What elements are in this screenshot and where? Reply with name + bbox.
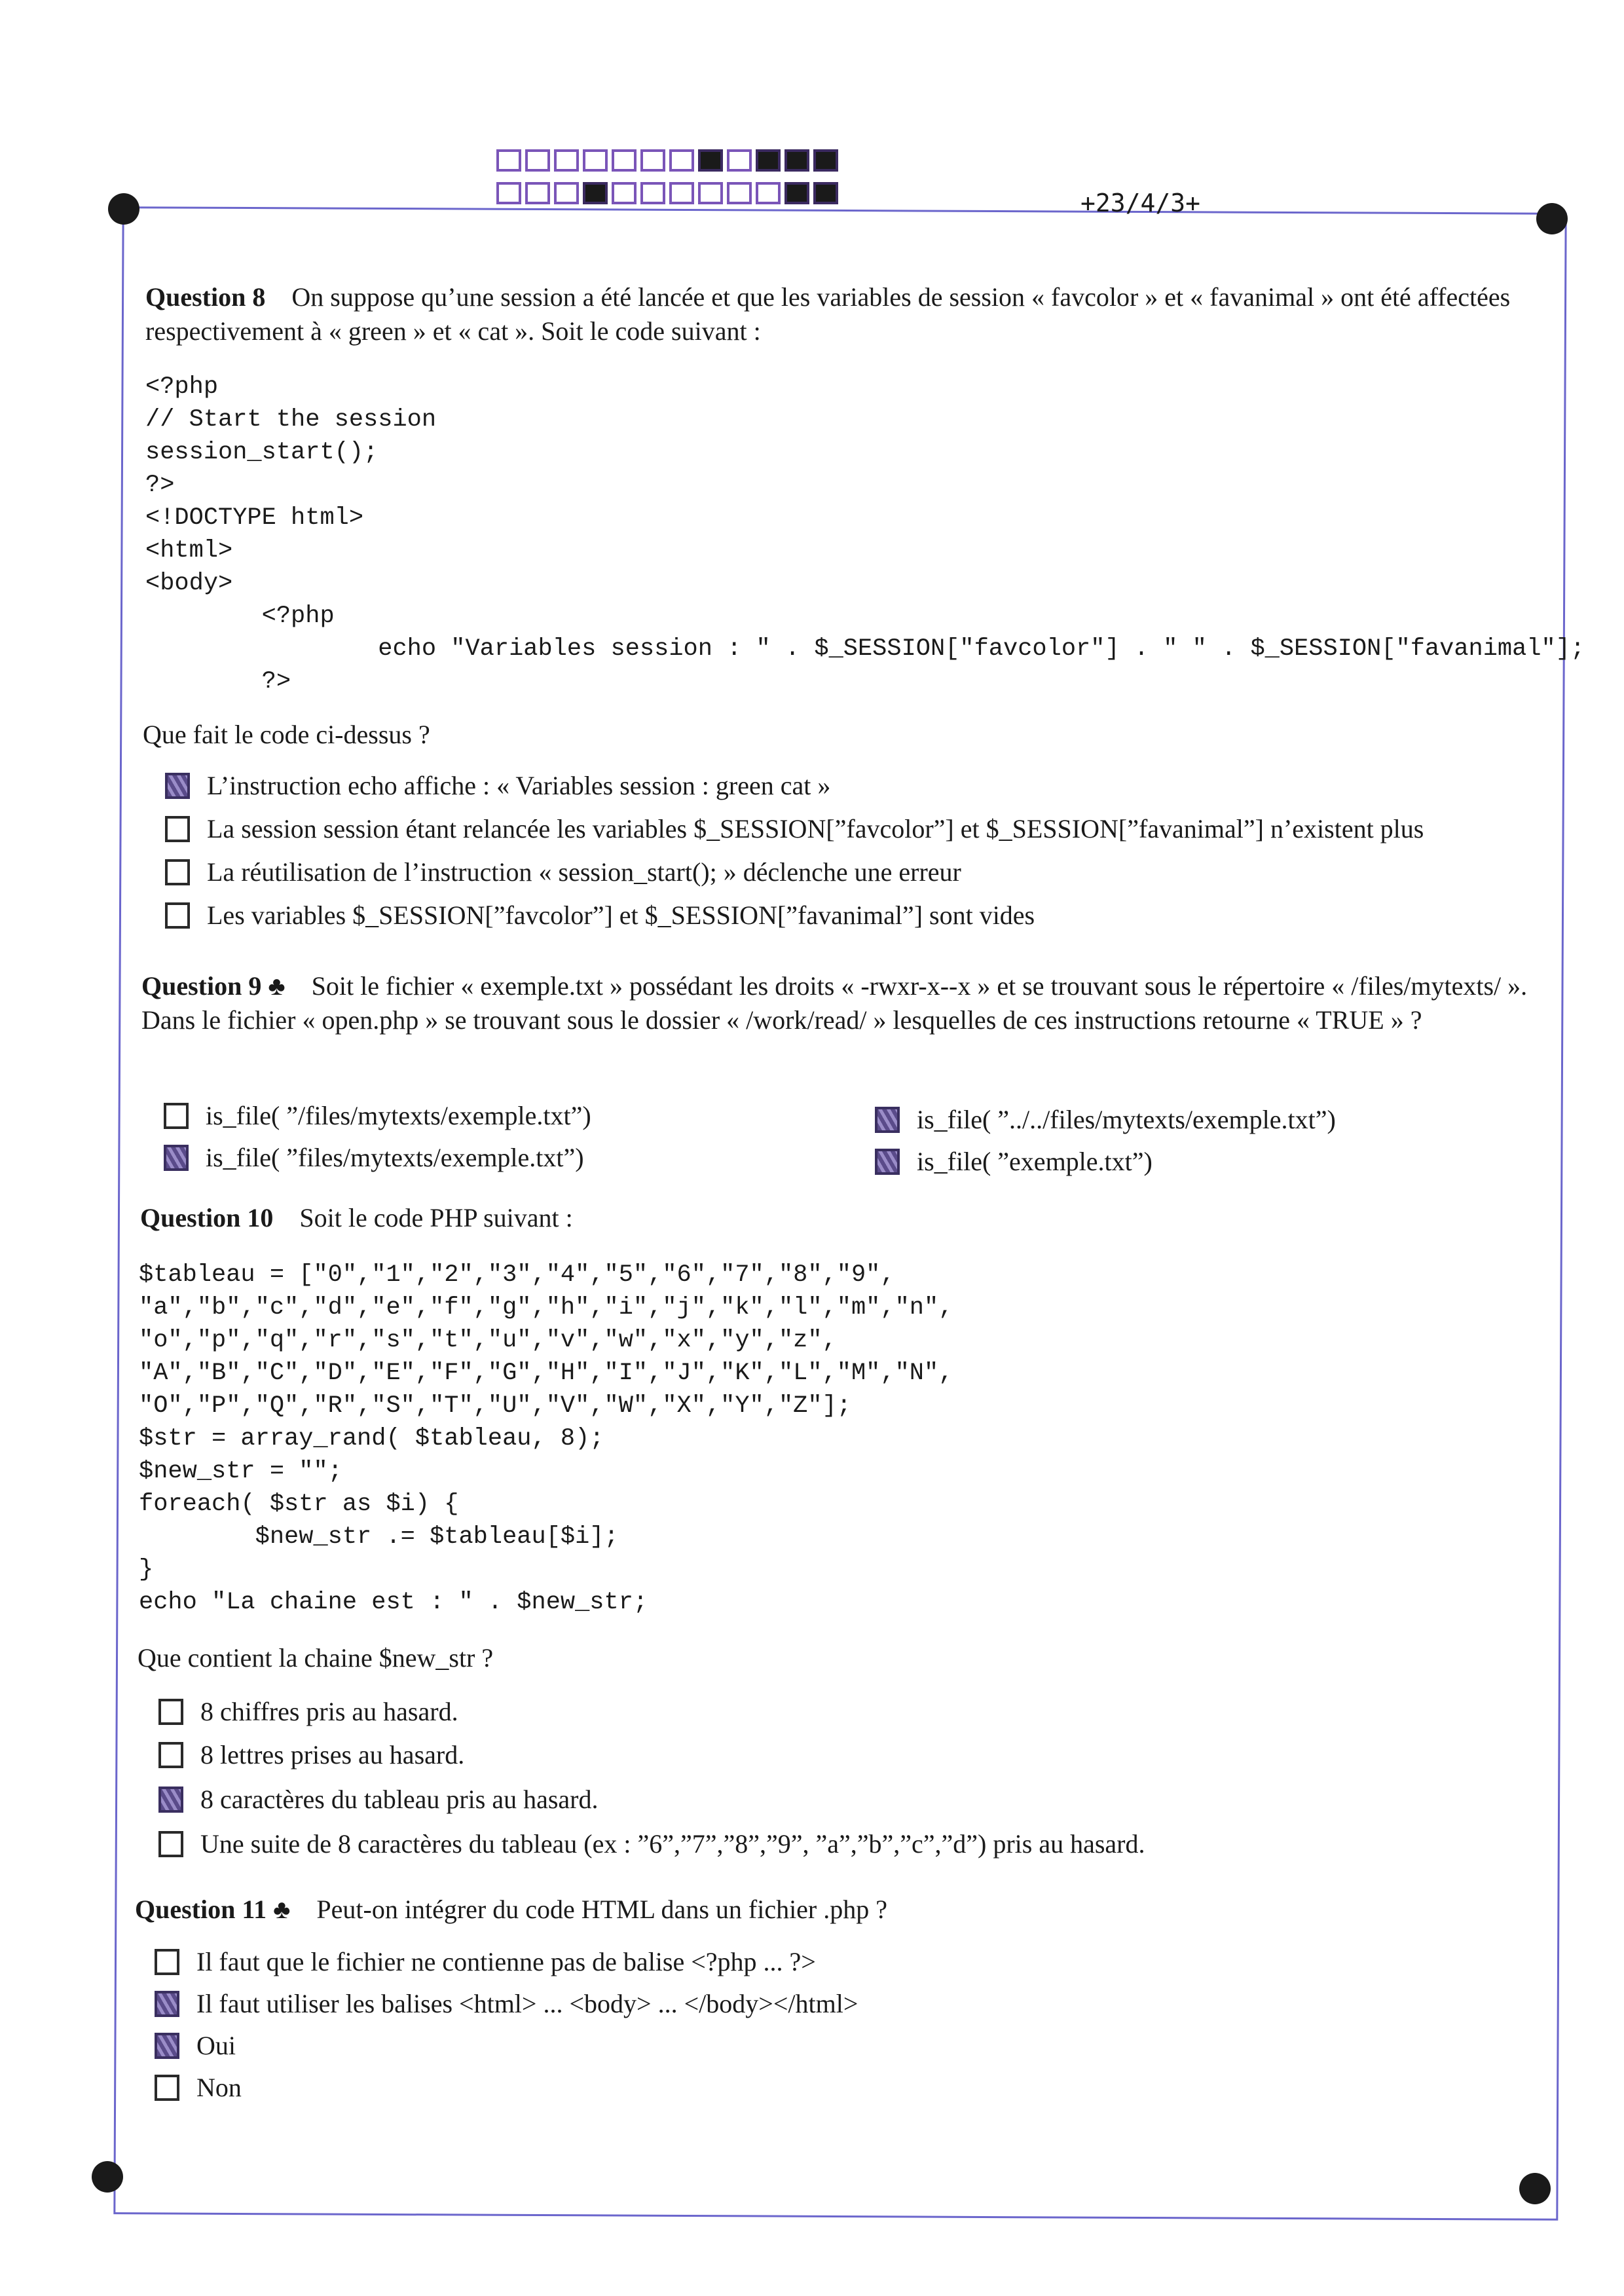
q11-option-2-text: Il faut utiliser les balises <html> ... <body> ... </body></html> [196,1989,858,2018]
barcode-row-1-cell [813,149,838,172]
q9-option[interactable] [875,1104,1336,1135]
q8-option-2-text: La session session étant relancée les variables $_SESSION[”favcolor”] et $_SESSION[”favanimal”] n’existent plus [207,814,1424,843]
barcode-row-2-cell [583,182,608,204]
question-9-label: Question 9 [141,971,262,1001]
q11-option-3-text: Oui [196,2031,236,2060]
barcode-row-1-cell [496,149,521,172]
barcode-row-2-cell [554,182,579,204]
barcode-row-1-cell [640,149,665,172]
question-9 [141,969,1536,1037]
q10-option-2-text: 8 lettres prises au hasard. [200,1740,465,1769]
q9-option-1-text: is_file( ”/files/mytexts/exemple.txt”) [206,1101,591,1130]
question-8-label: Question 8 [145,282,266,312]
question-11-text: Peut-on intégrer du code HTML dans un fichier .php ? [316,1895,888,1924]
q11-option[interactable] [155,2072,242,2103]
barcode-row-2-cell [496,182,521,204]
q8-option-4-text: Les variables $_SESSION[”favcolor”] et $_SESSION[”favanimal”] sont vides [207,900,1035,930]
club-icon: ♣ [268,971,286,1001]
q10-option[interactable] [158,1739,464,1770]
barcode-row-1-cell [756,149,781,172]
question-8 [145,280,1540,348]
q10-option-2-checkbox[interactable] [158,1742,183,1768]
barcode-row-1-cell [525,149,550,172]
page-code: +23/4/3+ [1080,189,1201,217]
q8-option[interactable] [165,770,830,801]
barcode-row-1-cell [583,149,608,172]
corner-mark-bottom-right [1519,2173,1551,2204]
q11-option-1-checkbox[interactable] [155,1949,179,1975]
barcode-row-2-cell [669,182,694,204]
question-10-code: $tableau = ["0","1","2","3","4","5","6","7","8","9", "a","b","c","d","e","f","g","h","i","j","k","l","m","n", "o","p","q","r","s","t","u","v","w","x","y","z", "A","B","C","D","E","F","G","H","I","J","K","L","M","N", "O","P","Q","R","S","T","U","V","W","X","Y","Z"]; $str = array_rand( $tableau, 8); $new_str = ""; foreach( $str as $i) { $new_str .= $tableau[$i]; } echo "La chaine est : " . $new_str; [139,1261,953,1616]
q8-option-1-text: L’instruction echo affiche : « Variables session : green cat » [207,771,831,800]
barcode-row-1 [496,149,842,172]
q8-option[interactable] [165,857,961,887]
q11-option[interactable] [155,2030,236,2061]
corner-mark-top-right [1536,203,1568,234]
question-9-text: Soit le fichier « exemple.txt » possédant les droits « -rwxr-x--x » et se trouvant sous le répertoire « /files/mytexts/ ». Dans le fichier « open.php » se trouvant sous le dossier « /work/read/ » lesquelles de ces instructions retourne « TRUE » ? [141,971,1528,1035]
question-10-text: Soit le code PHP suivant : [299,1203,573,1232]
q11-option[interactable] [155,1988,858,2019]
q9-option-1-checkbox[interactable] [164,1103,189,1129]
barcode-row-1-cell [554,149,579,172]
q8-option-2-checkbox[interactable] [165,816,190,842]
barcode-row-2-cell [784,182,809,204]
barcode-row-2-cell [813,182,838,204]
barcode-row-1-cell [727,149,752,172]
q8-option-3-checkbox[interactable] [165,859,190,885]
q11-option[interactable] [155,1946,816,1977]
barcode-row-1-cell [784,149,809,172]
question-8-text: On suppose qu’une session a été lancée et que les variables de session « favcolor » et « favanimal » ont été affectées respectivement à « green » et « cat ». Soit le code suivant : [145,282,1511,346]
q9-option[interactable] [875,1146,1153,1177]
q9-option[interactable] [164,1142,584,1173]
question-8-prompt: Que fait le code ci-dessus ? [143,720,430,749]
question-10 [140,1201,1535,1235]
q10-option-4-checkbox[interactable] [158,1831,183,1857]
q10-option[interactable] [158,1828,1145,1859]
question-11 [135,1893,1530,1927]
q9-option-2-checkbox[interactable] [164,1145,189,1171]
barcode-row-2-cell [640,182,665,204]
q10-option-3-checkbox[interactable] [158,1787,183,1813]
q11-option-1-text: Il faut que le fichier ne contienne pas de balise <?php ... ?> [196,1947,816,1976]
q8-option[interactable] [165,813,1424,844]
q10-option-4-text: Une suite de 8 caractères du tableau (ex : ”6”,”7”,”8”,”9”, ”a”,”b”,”c”,”d”) pris au hasard. [200,1829,1145,1859]
barcode-row-2-cell [727,182,752,204]
q10-option[interactable] [158,1784,598,1815]
q9-option-3-text: is_file( ”../../files/mytexts/exemple.txt”) [917,1105,1336,1134]
q11-option-4-checkbox[interactable] [155,2075,179,2101]
q8-option-1-checkbox[interactable] [165,773,190,799]
question-10-prompt: Que contient la chaine $new_str ? [138,1643,494,1673]
corner-mark-top-left [108,193,139,225]
q10-option[interactable] [158,1696,458,1727]
q10-option-3-text: 8 caractères du tableau pris au hasard. [200,1785,599,1814]
barcode-row-2-cell [756,182,781,204]
q11-option-2-checkbox[interactable] [155,1991,179,2017]
barcode-row-2-cell [612,182,637,204]
q8-option[interactable] [165,900,1035,931]
q8-option-4-checkbox[interactable] [165,902,190,929]
q9-option-4-text: is_file( ”exemple.txt”) [917,1147,1153,1176]
q10-option-1-checkbox[interactable] [158,1699,183,1725]
barcode-row-2-cell [525,182,550,204]
question-10-label: Question 10 [140,1203,274,1232]
q11-option-3-checkbox[interactable] [155,2033,179,2059]
question-8-code: <?php // Start the session session_start(); ?> <!DOCTYPE html> <html> <body> <?php echo "Variables session : " . $_SESSION["favcolor"] . " " . $_SESSION["favanimal"]; ?> [145,373,1585,695]
q9-option[interactable] [164,1100,591,1131]
barcode-row-1-cell [669,149,694,172]
corner-mark-bottom-left [92,2161,123,2193]
barcode-row-1-cell [612,149,637,172]
barcode-row-1-cell [698,149,723,172]
barcode-row-2 [496,182,842,204]
q11-option-4-text: Non [196,2073,242,2102]
q8-option-3-text: La réutilisation de l’instruction « session_start(); » déclenche une erreur [207,857,961,887]
club-icon: ♣ [273,1895,291,1924]
q9-option-2-text: is_file( ”files/mytexts/exemple.txt”) [206,1143,584,1172]
q9-option-4-checkbox[interactable] [875,1149,900,1175]
barcode-row-2-cell [698,182,723,204]
question-11-label: Question 11 [135,1895,267,1924]
q10-option-1-text: 8 chiffres pris au hasard. [200,1697,458,1726]
q9-option-3-checkbox[interactable] [875,1107,900,1133]
